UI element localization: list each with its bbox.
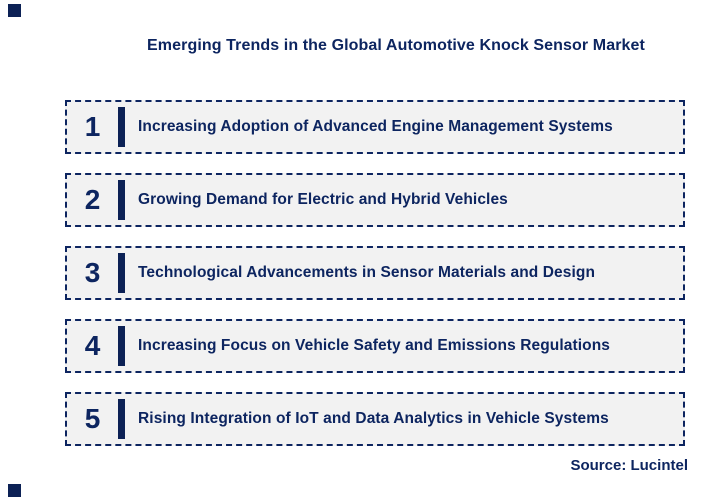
trend-row-1 <box>65 100 685 154</box>
trend-number: 1 <box>84 111 101 142</box>
divider-bar <box>118 107 125 147</box>
trend-row-4 <box>65 319 685 373</box>
trend-list <box>65 100 685 465</box>
trend-number: 5 <box>84 403 101 434</box>
source-attribution: Source: Lucintel <box>570 457 688 474</box>
trend-number: 3 <box>84 257 101 288</box>
trend-number: 4 <box>84 330 101 361</box>
trend-label: Growing Demand for Electric and Hybrid Vehicles <box>138 191 508 208</box>
corner-square-bottom-left-icon <box>8 484 21 497</box>
trend-row-5 <box>65 392 685 446</box>
trend-row-3 <box>65 246 685 300</box>
page-title: Emerging Trends in the Global Automotive Knock Sensor Market <box>147 37 645 54</box>
trend-label: Increasing Focus on Vehicle Safety and Emissions Regulations <box>138 337 610 354</box>
divider-bar <box>118 180 125 220</box>
trend-label: Rising Integration of IoT and Data Analytics in Vehicle Systems <box>138 410 609 427</box>
divider-bar <box>118 399 125 439</box>
divider-bar <box>118 326 125 366</box>
trend-label: Technological Advancements in Sensor Materials and Design <box>138 264 596 281</box>
corner-square-top-left-icon <box>8 4 21 17</box>
trend-label: Increasing Adoption of Advanced Engine Management Systems <box>138 118 613 135</box>
trend-row-2 <box>65 173 685 227</box>
trend-number: 2 <box>84 184 101 215</box>
divider-bar <box>118 253 125 293</box>
